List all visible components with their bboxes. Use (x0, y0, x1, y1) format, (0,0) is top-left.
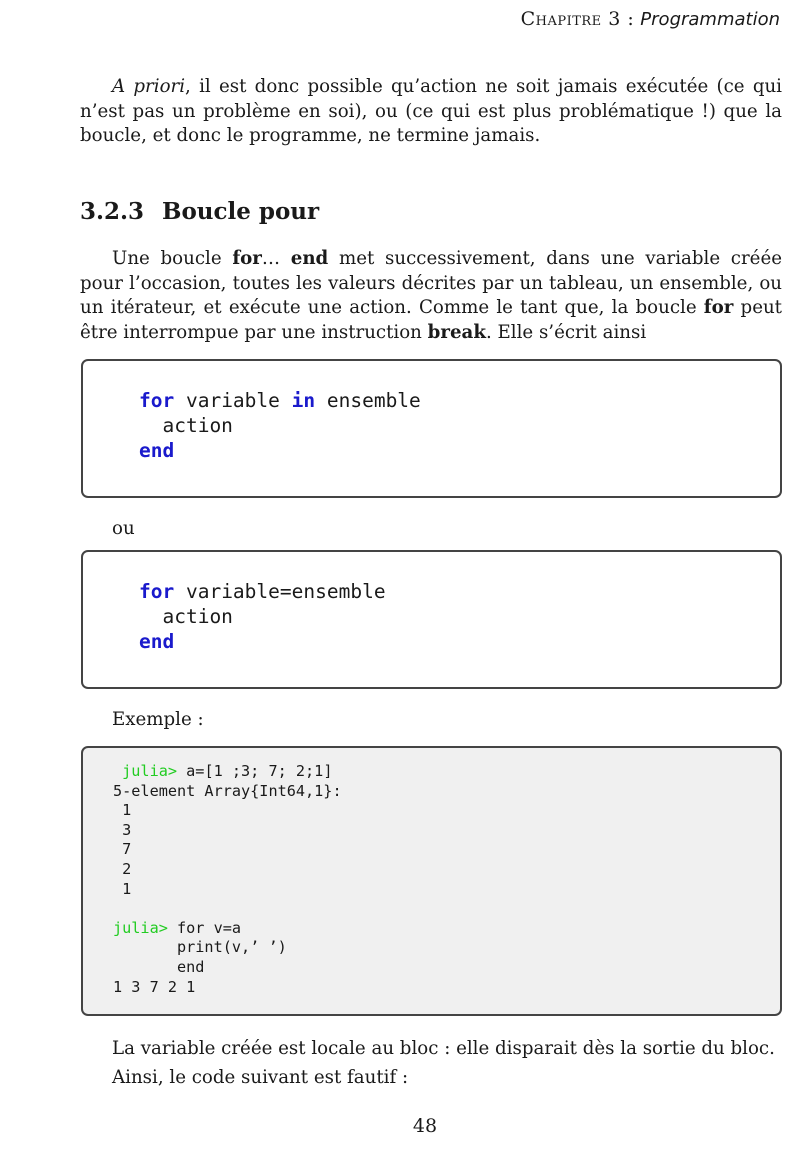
repl-command: print(v,’ ’) (113, 938, 287, 957)
repl-output: 5-element Array{Int64,1}: (113, 781, 342, 800)
kw-end: end (139, 439, 175, 462)
for-text-3: met successivement, dans une variable créée pour l’occasion, toutes les valeurs décrites par un tableau, un ensemble, ou un itérateur, et exécute une action. Comme le tant que, la boucle (80, 248, 782, 318)
code-block-for-in (81, 359, 782, 498)
closing-line-1: La variable créée est locale au bloc : elle disparait dès la sortie du bloc. (112, 1038, 775, 1059)
repl-command: a=[1 ;3; 7; 2;1] (177, 762, 333, 780)
intro-emphasis: A priori (112, 76, 186, 97)
for-text-4: peut être interrompue par une instruction (80, 297, 782, 343)
kw-end: end (139, 630, 175, 653)
for-text-5: . Elle s’écrit ainsi (485, 321, 647, 343)
for-keyword-2: for (703, 297, 734, 318)
kw-in: in (291, 389, 316, 412)
for-paragraph (80, 247, 782, 345)
code-listing (139, 579, 386, 654)
code-text: action (139, 605, 233, 628)
repl-value: 3 (113, 820, 132, 839)
kw-for: for (139, 580, 175, 603)
repl-command: for v=a (167, 918, 242, 937)
code-text: variable (174, 389, 292, 412)
kw-for: for (139, 389, 175, 412)
julia-prompt: julia> (113, 918, 168, 937)
exemple-label: Exemple : (112, 709, 204, 730)
julia-prompt: julia> (113, 762, 178, 780)
closing-line-2: Ainsi, le code suivant est fautif : (112, 1067, 409, 1088)
repl-output: 1 3 7 2 1 (113, 977, 196, 996)
closing-paragraph (112, 1034, 782, 1092)
repl-listing (113, 762, 342, 997)
chapter-label: Chapitre 3 : (520, 8, 635, 30)
intro-text: , il est donc possible qu’action ne soit jamais exécutée (ce qui n’est pas un problème en soi), ou (ce qui est plus problématique !) que la boucle, et donc le programme, ne termine jamais. (80, 76, 782, 146)
repl-value: 2 (113, 859, 132, 878)
section-heading (80, 198, 319, 225)
code-block-for-eq (81, 550, 782, 689)
for-keyword-1: for (232, 248, 262, 269)
repl-value: 1 (113, 801, 132, 820)
section-title: Boucle pour (162, 198, 320, 225)
repl-command: end (113, 957, 205, 976)
page-number: 48 (412, 1115, 438, 1137)
repl-value: 1 (113, 879, 132, 898)
intro-paragraph (80, 75, 782, 149)
running-header (521, 8, 780, 30)
code-text: variable=ensemble (174, 580, 386, 603)
ou-label: ou (112, 518, 135, 539)
for-text-1: Une boucle (112, 248, 233, 269)
code-text: action (139, 414, 233, 437)
chapter-title: Programmation (640, 9, 780, 30)
break-keyword: break (427, 321, 486, 343)
code-text: ensemble (315, 389, 421, 412)
julia-repl-block (81, 746, 782, 1016)
repl-value: 7 (113, 840, 132, 859)
code-listing (139, 388, 421, 463)
section-number: 3.2.3 (80, 198, 145, 225)
for-text-2: … (261, 248, 291, 269)
end-keyword: end (290, 248, 329, 269)
